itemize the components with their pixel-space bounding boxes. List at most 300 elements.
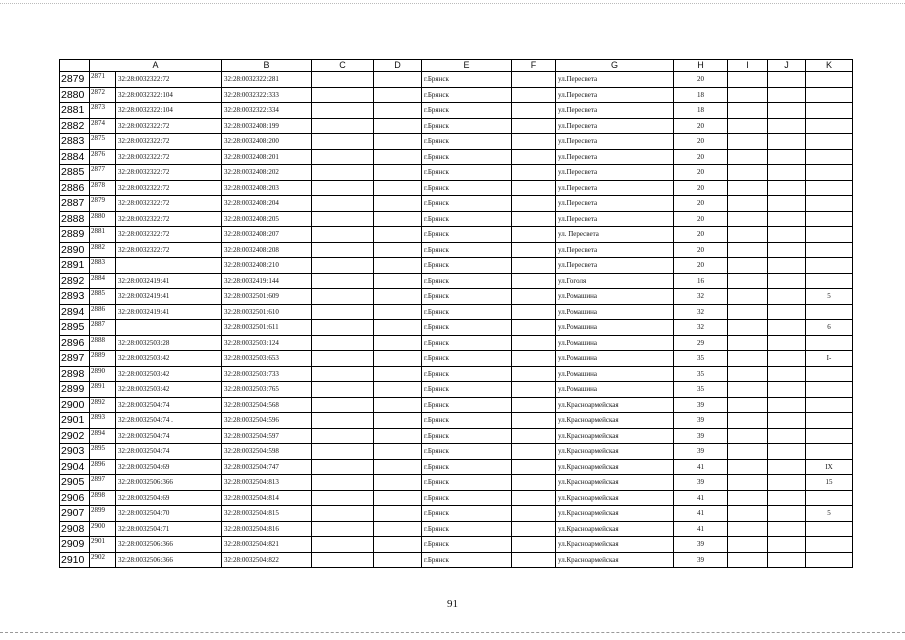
cell-f[interactable]: г.Брянск bbox=[422, 320, 512, 336]
cell-k[interactable] bbox=[768, 552, 806, 568]
cell-l[interactable] bbox=[806, 196, 853, 212]
cell-i[interactable]: 39 bbox=[674, 552, 728, 568]
cell-c[interactable]: 32:28:0032501:609 bbox=[222, 289, 312, 305]
cell-d[interactable] bbox=[312, 304, 374, 320]
row-number[interactable]: 2909 bbox=[60, 537, 90, 553]
cell-i[interactable]: 35 bbox=[674, 366, 728, 382]
cell-c[interactable]: 32:28:0032501:611 bbox=[222, 320, 312, 336]
cell-c[interactable]: 32:28:0032504:813 bbox=[222, 475, 312, 491]
cell-l[interactable]: I- bbox=[806, 351, 853, 367]
cell-f[interactable]: г.Брянск bbox=[422, 475, 512, 491]
cell-e[interactable] bbox=[374, 211, 422, 227]
cell-a[interactable]: 2891 bbox=[90, 382, 116, 398]
cell-a[interactable]: 2890 bbox=[90, 366, 116, 382]
cell-e[interactable] bbox=[374, 459, 422, 475]
cell-c[interactable]: 32:28:0032504:568 bbox=[222, 397, 312, 413]
cell-a[interactable]: 2881 bbox=[90, 227, 116, 243]
cell-l[interactable] bbox=[806, 444, 853, 460]
cell-g[interactable] bbox=[512, 552, 556, 568]
cell-g[interactable] bbox=[512, 273, 556, 289]
cell-l[interactable] bbox=[806, 87, 853, 103]
cell-k[interactable] bbox=[768, 490, 806, 506]
cell-d[interactable] bbox=[312, 335, 374, 351]
cell-b[interactable] bbox=[116, 320, 222, 336]
row-number[interactable]: 2907 bbox=[60, 506, 90, 522]
cell-h[interactable]: ул.Красноармейская bbox=[556, 521, 674, 537]
cell-a[interactable]: 2897 bbox=[90, 475, 116, 491]
cell-g[interactable] bbox=[512, 103, 556, 119]
row-number[interactable]: 2882 bbox=[60, 118, 90, 134]
cell-f[interactable]: г.Брянск bbox=[422, 506, 512, 522]
cell-k[interactable] bbox=[768, 304, 806, 320]
cell-f[interactable]: г.Брянск bbox=[422, 335, 512, 351]
cell-d[interactable] bbox=[312, 320, 374, 336]
cell-k[interactable] bbox=[768, 521, 806, 537]
row-number[interactable]: 2906 bbox=[60, 490, 90, 506]
cell-a[interactable]: 2886 bbox=[90, 304, 116, 320]
cell-d[interactable] bbox=[312, 180, 374, 196]
cell-j[interactable] bbox=[728, 521, 768, 537]
cell-b[interactable]: 32:28:0032322:72 bbox=[116, 242, 222, 258]
cell-i[interactable]: 41 bbox=[674, 490, 728, 506]
cell-e[interactable] bbox=[374, 103, 422, 119]
row-number[interactable]: 2903 bbox=[60, 444, 90, 460]
cell-g[interactable] bbox=[512, 118, 556, 134]
cell-c[interactable]: 32:28:0032322:281 bbox=[222, 72, 312, 88]
cell-i[interactable]: 20 bbox=[674, 134, 728, 150]
cell-e[interactable] bbox=[374, 366, 422, 382]
cell-a[interactable]: 2888 bbox=[90, 335, 116, 351]
cell-j[interactable] bbox=[728, 320, 768, 336]
cell-b[interactable]: 32:28:0032503:42 bbox=[116, 382, 222, 398]
row-number[interactable]: 2897 bbox=[60, 351, 90, 367]
cell-b[interactable]: 32:28:0032504:74 bbox=[116, 428, 222, 444]
cell-j[interactable] bbox=[728, 444, 768, 460]
cell-g[interactable] bbox=[512, 335, 556, 351]
cell-b[interactable] bbox=[116, 258, 222, 274]
cell-k[interactable] bbox=[768, 72, 806, 88]
cell-j[interactable] bbox=[728, 475, 768, 491]
cell-i[interactable]: 39 bbox=[674, 537, 728, 553]
cell-h[interactable]: ул.Красноармейская bbox=[556, 459, 674, 475]
cell-h[interactable]: ул.Красноармейская bbox=[556, 537, 674, 553]
cell-b[interactable]: 32:28:0032322:72 bbox=[116, 134, 222, 150]
cell-a[interactable]: 2900 bbox=[90, 521, 116, 537]
cell-k[interactable] bbox=[768, 506, 806, 522]
cell-d[interactable] bbox=[312, 552, 374, 568]
cell-f[interactable]: г.Брянск bbox=[422, 87, 512, 103]
row-number[interactable]: 2881 bbox=[60, 103, 90, 119]
cell-k[interactable] bbox=[768, 537, 806, 553]
cell-g[interactable] bbox=[512, 382, 556, 398]
cell-j[interactable] bbox=[728, 428, 768, 444]
cell-b[interactable]: 32:28:0032322:72 bbox=[116, 196, 222, 212]
cell-f[interactable]: г.Брянск bbox=[422, 258, 512, 274]
cell-d[interactable] bbox=[312, 397, 374, 413]
cell-l[interactable] bbox=[806, 490, 853, 506]
row-number[interactable]: 2896 bbox=[60, 335, 90, 351]
cell-i[interactable]: 41 bbox=[674, 459, 728, 475]
cell-g[interactable] bbox=[512, 72, 556, 88]
cell-f[interactable]: г.Брянск bbox=[422, 444, 512, 460]
cell-g[interactable] bbox=[512, 87, 556, 103]
cell-k[interactable] bbox=[768, 366, 806, 382]
cell-d[interactable] bbox=[312, 506, 374, 522]
cell-c[interactable]: 32:28:0032408:208 bbox=[222, 242, 312, 258]
cell-l[interactable] bbox=[806, 118, 853, 134]
cell-a[interactable]: 2874 bbox=[90, 118, 116, 134]
cell-b[interactable]: 32:28:0032504:74 . bbox=[116, 413, 222, 429]
cell-d[interactable] bbox=[312, 211, 374, 227]
row-number[interactable]: 2899 bbox=[60, 382, 90, 398]
cell-b[interactable]: 32:28:0032504:71 bbox=[116, 521, 222, 537]
cell-g[interactable] bbox=[512, 258, 556, 274]
cell-e[interactable] bbox=[374, 351, 422, 367]
cell-d[interactable] bbox=[312, 351, 374, 367]
cell-h[interactable]: ул.Красноармейская bbox=[556, 552, 674, 568]
cell-e[interactable] bbox=[374, 273, 422, 289]
cell-l[interactable]: 6 bbox=[806, 320, 853, 336]
cell-d[interactable] bbox=[312, 444, 374, 460]
cell-b[interactable]: 32:28:0032322:104 bbox=[116, 103, 222, 119]
cell-c[interactable]: 32:28:0032504:816 bbox=[222, 521, 312, 537]
cell-b[interactable]: 32:28:0032504:69 bbox=[116, 459, 222, 475]
cell-j[interactable] bbox=[728, 351, 768, 367]
cell-d[interactable] bbox=[312, 382, 374, 398]
cell-k[interactable] bbox=[768, 444, 806, 460]
cell-a[interactable]: 2893 bbox=[90, 413, 116, 429]
cell-l[interactable] bbox=[806, 366, 853, 382]
cell-k[interactable] bbox=[768, 428, 806, 444]
cell-k[interactable] bbox=[768, 227, 806, 243]
cell-d[interactable] bbox=[312, 196, 374, 212]
cell-f[interactable]: г.Брянск bbox=[422, 413, 512, 429]
cell-b[interactable]: 32:28:0032322:72 bbox=[116, 211, 222, 227]
cell-h[interactable]: ул.Пересвета bbox=[556, 165, 674, 181]
cell-e[interactable] bbox=[374, 537, 422, 553]
cell-f[interactable]: г.Брянск bbox=[422, 552, 512, 568]
cell-i[interactable]: 41 bbox=[674, 506, 728, 522]
cell-c[interactable]: 32:28:0032504:598 bbox=[222, 444, 312, 460]
cell-f[interactable]: г.Брянск bbox=[422, 72, 512, 88]
cell-e[interactable] bbox=[374, 118, 422, 134]
cell-i[interactable]: 39 bbox=[674, 397, 728, 413]
cell-a[interactable]: 2885 bbox=[90, 289, 116, 305]
cell-e[interactable] bbox=[374, 475, 422, 491]
row-number[interactable]: 2898 bbox=[60, 366, 90, 382]
cell-d[interactable] bbox=[312, 366, 374, 382]
cell-l[interactable] bbox=[806, 211, 853, 227]
row-number[interactable]: 2900 bbox=[60, 397, 90, 413]
cell-i[interactable]: 20 bbox=[674, 118, 728, 134]
cell-f[interactable]: г.Брянск bbox=[422, 242, 512, 258]
row-number[interactable]: 2885 bbox=[60, 165, 90, 181]
cell-d[interactable] bbox=[312, 521, 374, 537]
cell-l[interactable] bbox=[806, 180, 853, 196]
cell-f[interactable]: г.Брянск bbox=[422, 118, 512, 134]
cell-b[interactable]: 32:28:0032506:366 bbox=[116, 537, 222, 553]
cell-l[interactable] bbox=[806, 521, 853, 537]
cell-f[interactable]: г.Брянск bbox=[422, 134, 512, 150]
cell-j[interactable] bbox=[728, 397, 768, 413]
cell-d[interactable] bbox=[312, 134, 374, 150]
cell-l[interactable] bbox=[806, 382, 853, 398]
cell-j[interactable] bbox=[728, 134, 768, 150]
cell-h[interactable]: ул.Ромашина bbox=[556, 366, 674, 382]
cell-e[interactable] bbox=[374, 413, 422, 429]
cell-c[interactable]: 32:28:0032503:765 bbox=[222, 382, 312, 398]
cell-e[interactable] bbox=[374, 134, 422, 150]
cell-k[interactable] bbox=[768, 475, 806, 491]
row-number[interactable]: 2894 bbox=[60, 304, 90, 320]
cell-b[interactable]: 32:28:0032503:28 bbox=[116, 335, 222, 351]
cell-l[interactable] bbox=[806, 537, 853, 553]
cell-g[interactable] bbox=[512, 351, 556, 367]
cell-d[interactable] bbox=[312, 273, 374, 289]
cell-c[interactable]: 32:28:0032408:205 bbox=[222, 211, 312, 227]
cell-e[interactable] bbox=[374, 258, 422, 274]
cell-f[interactable]: г.Брянск bbox=[422, 273, 512, 289]
cell-e[interactable] bbox=[374, 490, 422, 506]
cell-b[interactable]: 32:28:0032322:104 bbox=[116, 87, 222, 103]
cell-c[interactable]: 32:28:0032419:144 bbox=[222, 273, 312, 289]
cell-f[interactable]: г.Брянск bbox=[422, 304, 512, 320]
cell-h[interactable]: ул. Пересвета bbox=[556, 227, 674, 243]
cell-k[interactable] bbox=[768, 165, 806, 181]
row-number[interactable]: 2883 bbox=[60, 134, 90, 150]
cell-d[interactable] bbox=[312, 413, 374, 429]
cell-g[interactable] bbox=[512, 211, 556, 227]
cell-c[interactable]: 32:28:0032504:821 bbox=[222, 537, 312, 553]
cell-j[interactable] bbox=[728, 227, 768, 243]
cell-c[interactable]: 32:28:0032322:333 bbox=[222, 87, 312, 103]
cell-i[interactable]: 20 bbox=[674, 180, 728, 196]
cell-l[interactable] bbox=[806, 273, 853, 289]
cell-f[interactable]: г.Брянск bbox=[422, 366, 512, 382]
cell-b[interactable]: 32:28:0032503:42 bbox=[116, 351, 222, 367]
cell-f[interactable]: г.Брянск bbox=[422, 490, 512, 506]
cell-j[interactable] bbox=[728, 87, 768, 103]
cell-k[interactable] bbox=[768, 320, 806, 336]
cell-l[interactable] bbox=[806, 397, 853, 413]
cell-a[interactable]: 2896 bbox=[90, 459, 116, 475]
cell-i[interactable]: 41 bbox=[674, 521, 728, 537]
row-number[interactable]: 2889 bbox=[60, 227, 90, 243]
cell-g[interactable] bbox=[512, 196, 556, 212]
cell-h[interactable]: ул.Пересвета bbox=[556, 196, 674, 212]
cell-g[interactable] bbox=[512, 428, 556, 444]
cell-h[interactable]: ул.Ромашина bbox=[556, 335, 674, 351]
cell-h[interactable]: ул.Ромашина bbox=[556, 289, 674, 305]
cell-c[interactable]: 32:28:0032408:210 bbox=[222, 258, 312, 274]
cell-h[interactable]: ул.Ромашина bbox=[556, 320, 674, 336]
cell-d[interactable] bbox=[312, 149, 374, 165]
cell-a[interactable]: 2892 bbox=[90, 397, 116, 413]
cell-k[interactable] bbox=[768, 180, 806, 196]
cell-k[interactable] bbox=[768, 289, 806, 305]
cell-a[interactable]: 2877 bbox=[90, 165, 116, 181]
row-number[interactable]: 2891 bbox=[60, 258, 90, 274]
cell-g[interactable] bbox=[512, 537, 556, 553]
cell-e[interactable] bbox=[374, 428, 422, 444]
row-number[interactable]: 2890 bbox=[60, 242, 90, 258]
cell-d[interactable] bbox=[312, 87, 374, 103]
cell-l[interactable] bbox=[806, 103, 853, 119]
cell-d[interactable] bbox=[312, 118, 374, 134]
cell-j[interactable] bbox=[728, 335, 768, 351]
cell-f[interactable]: г.Брянск bbox=[422, 382, 512, 398]
cell-g[interactable] bbox=[512, 475, 556, 491]
cell-e[interactable] bbox=[374, 444, 422, 460]
cell-k[interactable] bbox=[768, 459, 806, 475]
cell-d[interactable] bbox=[312, 537, 374, 553]
cell-d[interactable] bbox=[312, 242, 374, 258]
cell-j[interactable] bbox=[728, 165, 768, 181]
cell-e[interactable] bbox=[374, 227, 422, 243]
cell-g[interactable] bbox=[512, 506, 556, 522]
cell-i[interactable]: 39 bbox=[674, 413, 728, 429]
cell-g[interactable] bbox=[512, 444, 556, 460]
cell-j[interactable] bbox=[728, 490, 768, 506]
cell-c[interactable]: 32:28:0032408:199 bbox=[222, 118, 312, 134]
cell-l[interactable] bbox=[806, 134, 853, 150]
row-number[interactable]: 2880 bbox=[60, 87, 90, 103]
cell-l[interactable] bbox=[806, 413, 853, 429]
cell-b[interactable]: 32:28:0032506:366 bbox=[116, 552, 222, 568]
cell-f[interactable]: г.Брянск bbox=[422, 211, 512, 227]
cell-b[interactable]: 32:28:0032322:72 bbox=[116, 72, 222, 88]
cell-i[interactable]: 16 bbox=[674, 273, 728, 289]
cell-j[interactable] bbox=[728, 366, 768, 382]
cell-k[interactable] bbox=[768, 382, 806, 398]
cell-a[interactable]: 2902 bbox=[90, 552, 116, 568]
cell-i[interactable]: 20 bbox=[674, 227, 728, 243]
cell-h[interactable]: ул.Пересвета bbox=[556, 87, 674, 103]
cell-a[interactable]: 2884 bbox=[90, 273, 116, 289]
cell-i[interactable]: 35 bbox=[674, 382, 728, 398]
cell-h[interactable]: ул.Пересвета bbox=[556, 242, 674, 258]
cell-h[interactable]: ул.Ромашина bbox=[556, 382, 674, 398]
cell-c[interactable]: 32:28:0032408:202 bbox=[222, 165, 312, 181]
cell-l[interactable] bbox=[806, 165, 853, 181]
cell-i[interactable]: 39 bbox=[674, 475, 728, 491]
row-number[interactable]: 2886 bbox=[60, 180, 90, 196]
cell-e[interactable] bbox=[374, 397, 422, 413]
cell-d[interactable] bbox=[312, 490, 374, 506]
cell-a[interactable]: 2875 bbox=[90, 134, 116, 150]
cell-k[interactable] bbox=[768, 118, 806, 134]
cell-e[interactable] bbox=[374, 87, 422, 103]
cell-e[interactable] bbox=[374, 180, 422, 196]
cell-k[interactable] bbox=[768, 335, 806, 351]
cell-a[interactable]: 2879 bbox=[90, 196, 116, 212]
cell-g[interactable] bbox=[512, 397, 556, 413]
cell-h[interactable]: ул.Красноармейская bbox=[556, 475, 674, 491]
cell-c[interactable]: 32:28:0032408:204 bbox=[222, 196, 312, 212]
cell-g[interactable] bbox=[512, 149, 556, 165]
cell-k[interactable] bbox=[768, 397, 806, 413]
cell-g[interactable] bbox=[512, 459, 556, 475]
cell-a[interactable]: 2898 bbox=[90, 490, 116, 506]
cell-i[interactable]: 32 bbox=[674, 289, 728, 305]
cell-d[interactable] bbox=[312, 475, 374, 491]
cell-e[interactable] bbox=[374, 165, 422, 181]
cell-f[interactable]: г.Брянск bbox=[422, 165, 512, 181]
cell-l[interactable]: 5 bbox=[806, 289, 853, 305]
cell-h[interactable]: ул.Гоголя bbox=[556, 273, 674, 289]
cell-k[interactable] bbox=[768, 258, 806, 274]
cell-c[interactable]: 32:28:0032408:203 bbox=[222, 180, 312, 196]
cell-d[interactable] bbox=[312, 428, 374, 444]
cell-c[interactable]: 32:28:0032503:733 bbox=[222, 366, 312, 382]
cell-c[interactable]: 32:28:0032504:596 bbox=[222, 413, 312, 429]
cell-b[interactable]: 32:28:0032504:69 bbox=[116, 490, 222, 506]
cell-j[interactable] bbox=[728, 118, 768, 134]
cell-j[interactable] bbox=[728, 289, 768, 305]
cell-b[interactable]: 32:28:0032503:42 bbox=[116, 366, 222, 382]
cell-i[interactable]: 39 bbox=[674, 444, 728, 460]
cell-e[interactable] bbox=[374, 242, 422, 258]
cell-j[interactable] bbox=[728, 413, 768, 429]
cell-h[interactable]: ул.Пересвета bbox=[556, 211, 674, 227]
cell-c[interactable]: 32:28:0032504:747 bbox=[222, 459, 312, 475]
cell-b[interactable]: 32:28:0032322:72 bbox=[116, 149, 222, 165]
cell-e[interactable] bbox=[374, 149, 422, 165]
cell-l[interactable] bbox=[806, 552, 853, 568]
cell-a[interactable]: 2882 bbox=[90, 242, 116, 258]
cell-h[interactable]: ул.Красноармейская bbox=[556, 413, 674, 429]
row-number[interactable]: 2908 bbox=[60, 521, 90, 537]
cell-h[interactable]: ул.Пересвета bbox=[556, 103, 674, 119]
cell-g[interactable] bbox=[512, 304, 556, 320]
cell-e[interactable] bbox=[374, 304, 422, 320]
cell-a[interactable]: 2880 bbox=[90, 211, 116, 227]
cell-e[interactable] bbox=[374, 506, 422, 522]
cell-l[interactable] bbox=[806, 335, 853, 351]
cell-k[interactable] bbox=[768, 196, 806, 212]
cell-g[interactable] bbox=[512, 320, 556, 336]
cell-i[interactable]: 18 bbox=[674, 87, 728, 103]
cell-l[interactable] bbox=[806, 227, 853, 243]
cell-c[interactable]: 32:28:0032501:610 bbox=[222, 304, 312, 320]
cell-b[interactable]: 32:28:0032506:366 bbox=[116, 475, 222, 491]
cell-c[interactable]: 32:28:0032504:597 bbox=[222, 428, 312, 444]
cell-f[interactable]: г.Брянск bbox=[422, 428, 512, 444]
cell-i[interactable]: 39 bbox=[674, 428, 728, 444]
cell-a[interactable]: 2899 bbox=[90, 506, 116, 522]
cell-j[interactable] bbox=[728, 459, 768, 475]
cell-g[interactable] bbox=[512, 242, 556, 258]
cell-b[interactable]: 32:28:0032322:72 bbox=[116, 165, 222, 181]
cell-h[interactable]: ул.Ромашина bbox=[556, 304, 674, 320]
cell-i[interactable]: 20 bbox=[674, 211, 728, 227]
cell-b[interactable]: 32:28:0032419:41 bbox=[116, 273, 222, 289]
cell-a[interactable]: 2871 bbox=[90, 72, 116, 88]
cell-f[interactable]: г.Брянск bbox=[422, 537, 512, 553]
cell-g[interactable] bbox=[512, 180, 556, 196]
cell-f[interactable]: г.Брянск bbox=[422, 351, 512, 367]
cell-g[interactable] bbox=[512, 289, 556, 305]
cell-b[interactable]: 32:28:0032504:74 bbox=[116, 444, 222, 460]
cell-c[interactable]: 32:28:0032503:124 bbox=[222, 335, 312, 351]
row-number[interactable]: 2895 bbox=[60, 320, 90, 336]
cell-a[interactable]: 2889 bbox=[90, 351, 116, 367]
cell-f[interactable]: г.Брянск bbox=[422, 289, 512, 305]
cell-c[interactable]: 32:28:0032408:207 bbox=[222, 227, 312, 243]
cell-b[interactable]: 32:28:0032504:74 bbox=[116, 397, 222, 413]
cell-g[interactable] bbox=[512, 413, 556, 429]
cell-h[interactable]: ул.Пересвета bbox=[556, 258, 674, 274]
